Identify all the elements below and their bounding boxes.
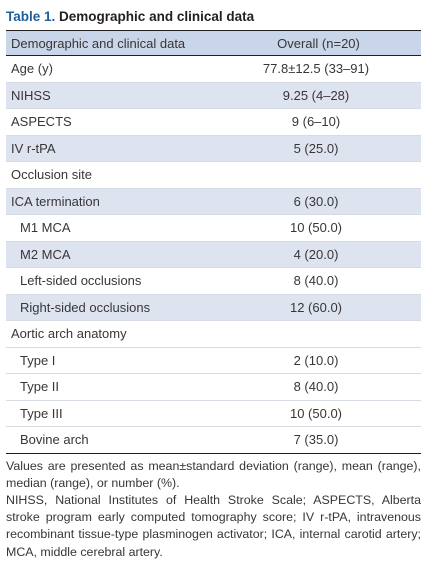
row-value: 10 (50.0) — [211, 400, 421, 427]
row-value: 10 (50.0) — [211, 215, 421, 242]
header-col-characteristic: Demographic and clinical data — [6, 31, 211, 56]
row-value: 7 (35.0) — [211, 427, 421, 454]
row-label: IV r-tPA — [6, 135, 211, 162]
row-label: Occlusion site — [6, 162, 211, 189]
row-label: M2 MCA — [6, 241, 211, 268]
row-value: 8 (40.0) — [211, 374, 421, 401]
table-caption-title: Demographic and clinical data — [59, 9, 255, 24]
table-row — [6, 268, 421, 295]
row-value: 12 (60.0) — [211, 294, 421, 321]
table-row — [6, 135, 421, 162]
row-value: 9 (6–10) — [211, 109, 421, 136]
row-label: Type I — [6, 347, 211, 374]
table-row — [6, 321, 421, 348]
footnote-values: Values are presented as mean±standard deviation (range), mean (range), median (range), or number (%). — [6, 458, 421, 490]
row-value: 8 (40.0) — [211, 268, 421, 295]
row-value: 4 (20.0) — [211, 241, 421, 268]
row-value — [211, 162, 421, 189]
row-label: ASPECTS — [6, 109, 211, 136]
header-col-overall: Overall (n=20) — [211, 31, 421, 56]
table-row — [6, 109, 421, 136]
table-row — [6, 215, 421, 242]
row-label: Type III — [6, 400, 211, 427]
footnote-abbreviations: NIHSS, National Institutes of Health Stroke Scale; ASPECTS, Alberta stroke program early computed tomography score; IV r-tPA, intravenous recombinant tissue-type plasminogen activator; ICA, internal carotid artery; MCA, middle cerebral artery. — [6, 492, 421, 559]
row-label: Aortic arch anatomy — [6, 321, 211, 348]
table-footnotes — [6, 458, 421, 561]
row-value: 9.25 (4–28) — [211, 82, 421, 109]
row-value — [211, 321, 421, 348]
row-label: M1 MCA — [6, 215, 211, 242]
row-value: 6 (30.0) — [211, 188, 421, 215]
table-row — [6, 188, 421, 215]
table-caption-label: Table 1. — [6, 9, 56, 24]
row-label: Right-sided occlusions — [6, 294, 211, 321]
table-row — [6, 400, 421, 427]
table-row — [6, 427, 421, 454]
row-value: 2 (10.0) — [211, 347, 421, 374]
row-label: Age (y) — [6, 56, 211, 83]
table-caption — [6, 8, 421, 26]
table-body — [6, 56, 421, 454]
table-row — [6, 294, 421, 321]
table-row — [6, 241, 421, 268]
table-row — [6, 82, 421, 109]
table-header-row — [6, 31, 421, 56]
row-label: Left-sided occlusions — [6, 268, 211, 295]
table-row — [6, 162, 421, 189]
row-label: Type II — [6, 374, 211, 401]
demographic-table — [6, 30, 421, 454]
row-label: Bovine arch — [6, 427, 211, 454]
row-value: 5 (25.0) — [211, 135, 421, 162]
table-row — [6, 374, 421, 401]
row-value: 77.8±12.5 (33–91) — [211, 56, 421, 83]
row-label: NIHSS — [6, 82, 211, 109]
table-row — [6, 56, 421, 83]
table-row — [6, 347, 421, 374]
row-label: ICA termination — [6, 188, 211, 215]
